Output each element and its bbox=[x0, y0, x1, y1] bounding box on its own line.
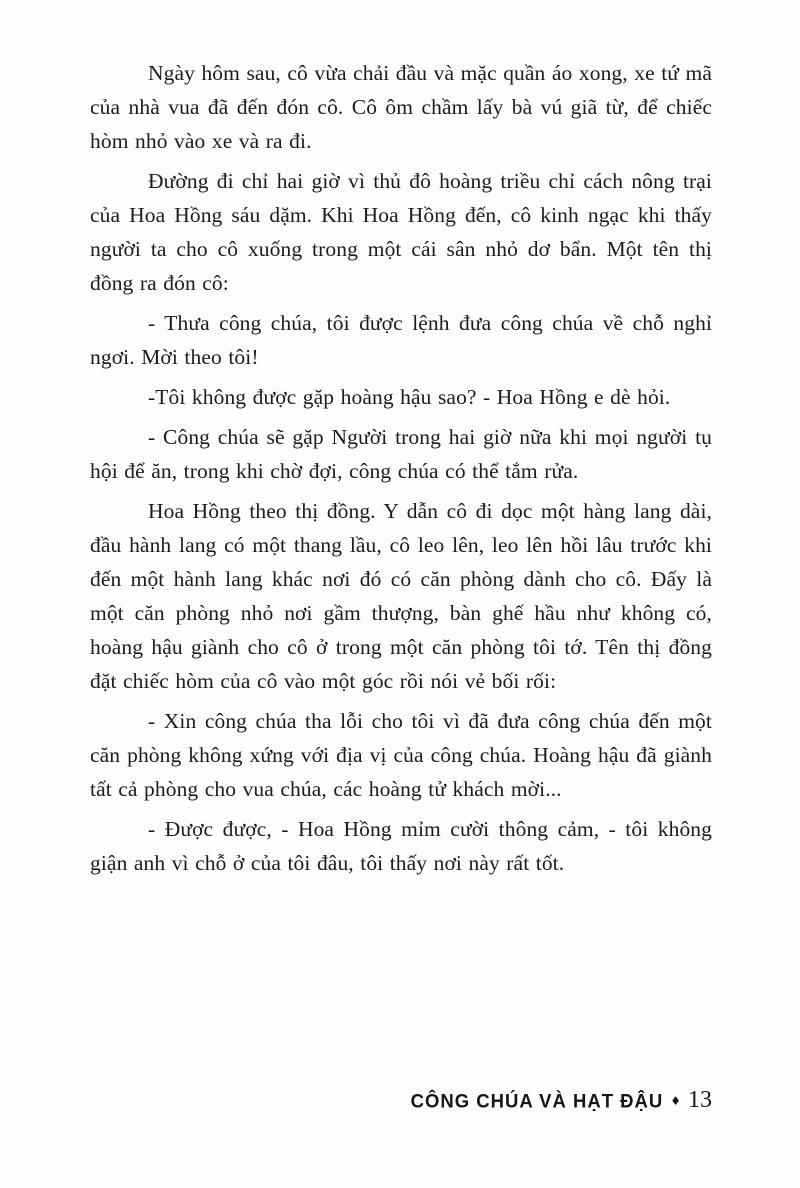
paragraph: Hoa Hồng theo thị đồng. Y dẫn cô đi dọc một hàng lang dài, đầu hành lang có một thang lầu, cô leo lên, leo lên hồi lâu trước khi đến một hành lang khác nơi đó có căn phòng dành cho cô. Đấy là một căn phòng nhỏ nơi gầm thượng, bàn ghế hầu như không có, hoàng hậu giành cho cô ở trong một căn phòng tôi tớ. Tên thị đồng đặt chiếc hòm của cô vào một góc rồi nói vẻ bối rối: bbox=[90, 499, 712, 693]
story-text bbox=[90, 56, 712, 880]
paragraph: - Thưa công chúa, tôi được lệnh đưa công chúa về chỗ nghỉ ngơi. Mời theo tôi! bbox=[90, 311, 712, 369]
paragraph: Đường đi chỉ hai giờ vì thủ đô hoàng triều chỉ cách nông trại của Hoa Hồng sáu dặm. Khi Hoa Hồng đến, cô kinh ngạc khi thấy người ta cho cô xuống trong một cái sân nhỏ dơ bẩn. Một tên thị đồng ra đón cô: bbox=[90, 169, 712, 295]
diamond-separator-icon: ♦ bbox=[670, 1094, 681, 1108]
paragraph: - Công chúa sẽ gặp Người trong hai giờ nữa khi mọi người tụ hội để ăn, trong khi chờ đợi, công chúa có thể tắm rửa. bbox=[90, 425, 712, 483]
page-number: 13 bbox=[688, 1087, 712, 1113]
paragraph: - Được được, - Hoa Hồng mỉm cười thông cảm, - tôi không giận anh vì chỗ ở của tôi đâu, tôi thấy nơi này rất tốt. bbox=[90, 817, 712, 875]
page-footer bbox=[411, 1087, 712, 1114]
paragraph: - Xin công chúa tha lỗi cho tôi vì đã đưa công chúa đến một căn phòng không xứng với địa vị của công chúa. Hoàng hậu đã giành tất cả phòng cho vua chúa, các hoàng tử khách mời... bbox=[90, 709, 712, 801]
paragraph: Ngày hôm sau, cô vừa chải đầu và mặc quần áo xong, xe tứ mã của nhà vua đã đến đón cô. Cô ôm chầm lấy bà vú giã từ, để chiếc hòm nhỏ vào xe và ra đi. bbox=[90, 61, 712, 153]
paragraph: -Tôi không được gặp hoàng hậu sao? - Hoa Hồng e dè hỏi. bbox=[148, 385, 671, 409]
footer-book-title: CÔNG CHÚA VÀ HẠT ĐẬU bbox=[410, 1089, 664, 1112]
